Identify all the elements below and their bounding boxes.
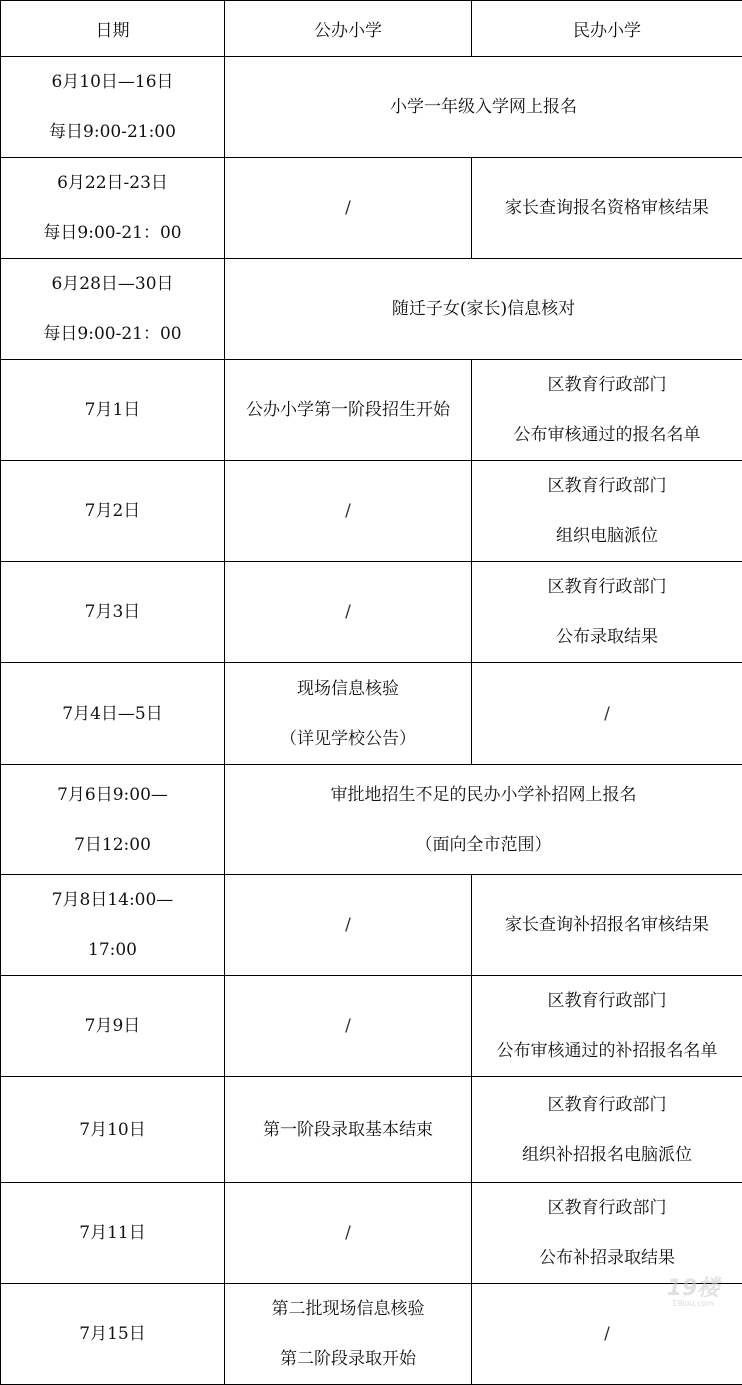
date-cell bbox=[1, 1284, 225, 1385]
date-cell bbox=[1, 57, 225, 158]
private-school-cell bbox=[472, 360, 742, 461]
private-school-cell bbox=[472, 976, 742, 1077]
cell-text: 17:00 bbox=[88, 925, 137, 975]
cell-text: 7月2日 bbox=[85, 486, 141, 536]
cell-text: 7月1日 bbox=[85, 385, 141, 435]
table-row bbox=[1, 1183, 742, 1284]
cell-text: 小学一年级入学网上报名 bbox=[390, 82, 577, 132]
date-cell bbox=[1, 875, 225, 976]
cell-text: 7月11日 bbox=[79, 1208, 145, 1258]
watermark-logo-text: 19楼 bbox=[667, 1276, 723, 1301]
cell-text: 组织电脑派位 bbox=[556, 511, 658, 561]
public-school-cell bbox=[225, 360, 472, 461]
table-row bbox=[1, 976, 742, 1077]
cell-text: 第二批现场信息核验 bbox=[272, 1284, 425, 1334]
cell-text: 第二阶段录取开始 bbox=[280, 1334, 416, 1384]
private-school-cell bbox=[472, 461, 742, 562]
cell-text: 公布录取结果 bbox=[556, 612, 658, 662]
cell-text: 区教育行政部门 bbox=[548, 562, 667, 612]
cell-text: 7月9日 bbox=[85, 1001, 141, 1051]
cell-text: 组织补招报名电脑派位 bbox=[522, 1130, 692, 1180]
table-body bbox=[1, 57, 742, 1385]
table-row bbox=[1, 765, 742, 875]
watermark-site-text: 19lou.com bbox=[672, 1299, 714, 1308]
table-row bbox=[1, 562, 742, 663]
cell-text: 第一阶段录取基本结束 bbox=[263, 1105, 433, 1155]
table-row bbox=[1, 360, 742, 461]
cell-text: 家长查询补招报名审核结果 bbox=[505, 900, 709, 950]
public-school-cell bbox=[225, 663, 472, 765]
public-school-cell bbox=[225, 1077, 472, 1183]
table-row bbox=[1, 461, 742, 562]
cell-text: 每日9:00-21：00 bbox=[43, 309, 181, 359]
private-school-cell bbox=[472, 1183, 742, 1284]
cell-text: 7日12:00 bbox=[74, 820, 151, 870]
cell-text: 每日9:00-21:00 bbox=[49, 107, 176, 157]
private-school-cell bbox=[472, 875, 742, 976]
table-row bbox=[1, 663, 742, 765]
cell-text: 7月10日 bbox=[79, 1105, 145, 1155]
header-date: 日期 bbox=[1, 1, 225, 57]
table-row bbox=[1, 259, 742, 360]
table-row bbox=[1, 875, 742, 976]
private-school-cell bbox=[472, 1077, 742, 1183]
cell-text: 7月6日9:00— bbox=[57, 770, 168, 820]
not-applicable-mark: / bbox=[345, 1208, 351, 1258]
private-school-cell bbox=[472, 663, 742, 765]
header-public-school: 公办小学 bbox=[225, 1, 472, 57]
not-applicable-mark: / bbox=[345, 183, 351, 233]
table-header-row bbox=[1, 1, 742, 57]
cell-text: 6月22日-23日 bbox=[57, 158, 168, 208]
cell-text: 7月4日—5日 bbox=[62, 689, 162, 739]
cell-text: 公布补招录取结果 bbox=[539, 1233, 675, 1283]
cell-text: 公布审核通过的报名名单 bbox=[514, 410, 701, 460]
cell-text: 公布审核通过的补招报名名单 bbox=[497, 1026, 718, 1076]
date-cell bbox=[1, 765, 225, 875]
merged-event-cell bbox=[225, 259, 742, 360]
merged-event-cell bbox=[225, 57, 742, 158]
not-applicable-mark: / bbox=[345, 486, 351, 536]
not-applicable-mark: / bbox=[345, 900, 351, 950]
cell-text: 审批地招生不足的民办小学补招网上报名 bbox=[331, 770, 637, 820]
cell-text: 每日9:00-21：00 bbox=[43, 208, 181, 258]
cell-text: 区教育行政部门 bbox=[548, 461, 667, 511]
public-school-cell bbox=[225, 562, 472, 663]
public-school-cell bbox=[225, 461, 472, 562]
cell-text: 7月3日 bbox=[85, 587, 141, 637]
not-applicable-mark: / bbox=[345, 587, 351, 637]
not-applicable-mark: / bbox=[604, 689, 610, 739]
cell-text: 公办小学第一阶段招生开始 bbox=[246, 385, 450, 435]
cell-text: 随迁子女(家长)信息核对 bbox=[392, 284, 575, 334]
cell-text: 家长查询报名资格审核结果 bbox=[505, 183, 709, 233]
site-logo-watermark bbox=[658, 1271, 728, 1309]
cell-text: 7月8日14:00— bbox=[52, 875, 174, 925]
date-cell bbox=[1, 1183, 225, 1284]
cell-text: 区教育行政部门 bbox=[548, 360, 667, 410]
cell-text: 6月28日—30日 bbox=[51, 259, 173, 309]
date-cell bbox=[1, 1077, 225, 1183]
cell-text: （详见学校公告） bbox=[280, 714, 416, 764]
cell-text: 6月10日—16日 bbox=[51, 57, 173, 107]
public-school-cell bbox=[225, 976, 472, 1077]
cell-text: 区教育行政部门 bbox=[548, 976, 667, 1026]
date-cell bbox=[1, 562, 225, 663]
table-row bbox=[1, 1077, 742, 1183]
date-cell bbox=[1, 976, 225, 1077]
date-cell bbox=[1, 259, 225, 360]
date-cell bbox=[1, 360, 225, 461]
table-row bbox=[1, 1284, 742, 1385]
date-cell bbox=[1, 663, 225, 765]
table-row bbox=[1, 158, 742, 259]
public-school-cell bbox=[225, 1284, 472, 1385]
merged-event-cell bbox=[225, 765, 742, 875]
date-cell bbox=[1, 158, 225, 259]
public-school-cell bbox=[225, 875, 472, 976]
private-school-cell bbox=[472, 158, 742, 259]
cell-text: 现场信息核验 bbox=[297, 664, 399, 714]
date-cell bbox=[1, 461, 225, 562]
cell-text: 区教育行政部门 bbox=[548, 1183, 667, 1233]
cell-text: 7月15日 bbox=[79, 1309, 145, 1359]
public-school-cell bbox=[225, 158, 472, 259]
cell-text: （面向全市范围） bbox=[416, 820, 552, 870]
not-applicable-mark: / bbox=[345, 1001, 351, 1051]
table-row bbox=[1, 57, 742, 158]
not-applicable-mark: / bbox=[604, 1309, 610, 1359]
private-school-cell bbox=[472, 562, 742, 663]
header-private-school: 民办小学 bbox=[472, 1, 742, 57]
cell-text: 区教育行政部门 bbox=[548, 1080, 667, 1130]
public-school-cell bbox=[225, 1183, 472, 1284]
